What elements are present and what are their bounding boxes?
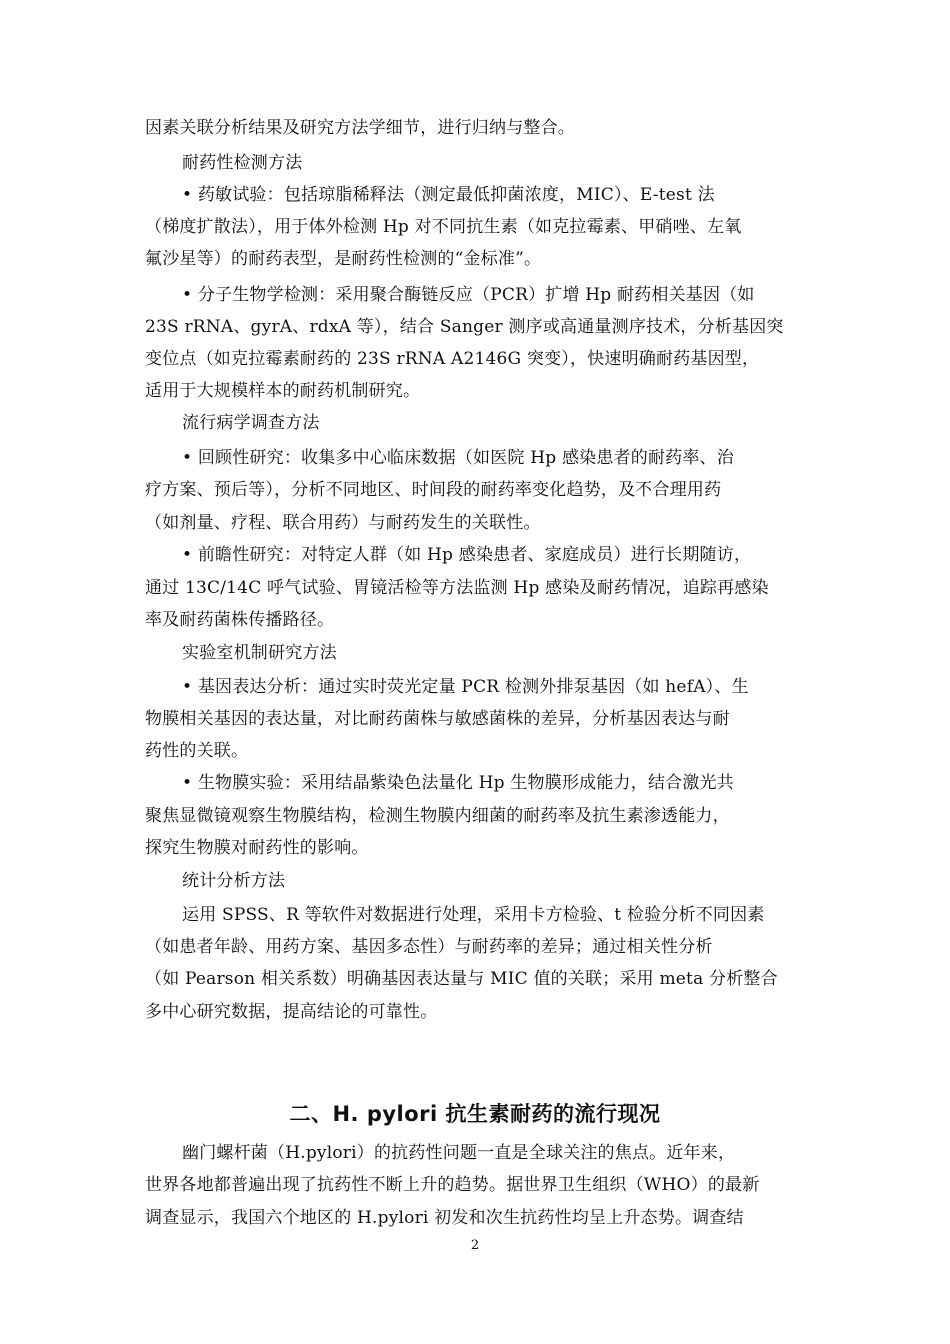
paragraph-line: （如 Pearson 相关系数）明确基因表达量与 MIC 值的关联；采用 meta 分析整合	[145, 969, 778, 989]
paragraph-line: 世界各地都普遍出现了抗药性不断上升的趋势。据世界卫生组织（WHO）的最新	[145, 1175, 760, 1195]
subheading-statistics: 统计分析方法	[182, 871, 286, 891]
page-number: 2	[470, 1238, 480, 1253]
bullet-line: • 回顾性研究：收集多中心临床数据（如医院 Hp 感染患者的耐药率、治	[182, 448, 734, 468]
paragraph-line: （梯度扩散法），用于体外检测 Hp 对不同抗生素（如克拉霉素、甲硝唑、左氧	[145, 217, 742, 237]
paragraph-line: 幽门螺杆菌（H.pylori）的抗药性问题一直是全球关注的焦点。近年来，	[182, 1143, 736, 1163]
bullet-line: • 生物膜实验：采用结晶紫染色法量化 Hp 生物膜形成能力，结合激光共	[182, 773, 734, 793]
paragraph-line: 因素关联分析结果及研究方法学细节，进行归纳与整合。	[145, 118, 575, 138]
bullet-line: • 分子生物学检测：采用聚合酶链反应（PCR）扩增 Hp 耐药相关基因（如	[182, 285, 755, 305]
paragraph-line: （如患者年龄、用药方案、基因多态性）与耐药率的差异；通过相关性分析	[145, 937, 713, 957]
subheading-lab-mechanism: 实验室机制研究方法	[182, 643, 337, 663]
paragraph-line: 率及耐药菌株传播路径。	[145, 610, 335, 630]
paragraph-line: 药性的关联。	[145, 741, 249, 761]
paragraph-line: 聚焦显微镜观察生物膜结构，检测生物膜内细菌的耐药率及抗生素渗透能力，	[145, 806, 730, 826]
paragraph-line: 23S rRNA、gyrA、rdxA 等），结合 Sanger 测序或高通量测序技术，分析基因突	[145, 317, 784, 337]
paragraph-line: 调查显示，我国六个地区的 H.pylori 初发和次生抗药性均呈上升态势。调查结	[145, 1208, 744, 1228]
paragraph-line: 适用于大规模样本的耐药机制研究。	[145, 381, 421, 401]
bullet-line: • 基因表达分析：通过实时荧光定量 PCR 检测外排泵基因（如 hefA）、生	[182, 677, 749, 697]
paragraph-line: （如剂量、疗程、联合用药）与耐药发生的关联性。	[145, 513, 541, 533]
paragraph-line: 变位点（如克拉霉素耐药的 23S rRNA A2146G 突变），快速明确耐药基因型，	[145, 349, 760, 369]
subheading-resistance-detection: 耐药性检测方法	[182, 153, 303, 173]
section-heading: 二、H. pylori 抗生素耐药的流行现况	[289, 1102, 661, 1126]
paragraph-line: 探究生物膜对耐药性的影响。	[145, 838, 369, 858]
paragraph-line: 疗方案、预后等），分析不同地区、时间段的耐药率变化趋势，及不合理用药	[145, 480, 722, 500]
paragraph-line: 运用 SPSS、R 等软件对数据进行处理，采用卡方检验、t 检验分析不同因素	[182, 905, 765, 925]
bullet-line: • 药敏试验：包括琼脂稀释法（测定最低抑菌浓度，MIC）、E-test 法	[182, 185, 715, 205]
bullet-line: • 前瞻性研究：对特定人群（如 Hp 感染患者、家庭成员）进行长期随访，	[182, 545, 752, 565]
paragraph-line: 物膜相关基因的表达量，对比耐药菌株与敏感菌株的差异，分析基因表达与耐	[145, 709, 730, 729]
subheading-epidemiology: 流行病学调查方法	[182, 413, 320, 433]
paragraph-line: 氟沙星等）的耐药表型，是耐药性检测的“金标准”。	[145, 249, 542, 269]
paragraph-line: 通过 13C/14C 呼气试验、胃镜活检等方法监测 Hp 感染及耐药情况，追踪再感染	[145, 578, 769, 598]
paragraph-line: 多中心研究数据，提高结论的可靠性。	[145, 1002, 438, 1022]
